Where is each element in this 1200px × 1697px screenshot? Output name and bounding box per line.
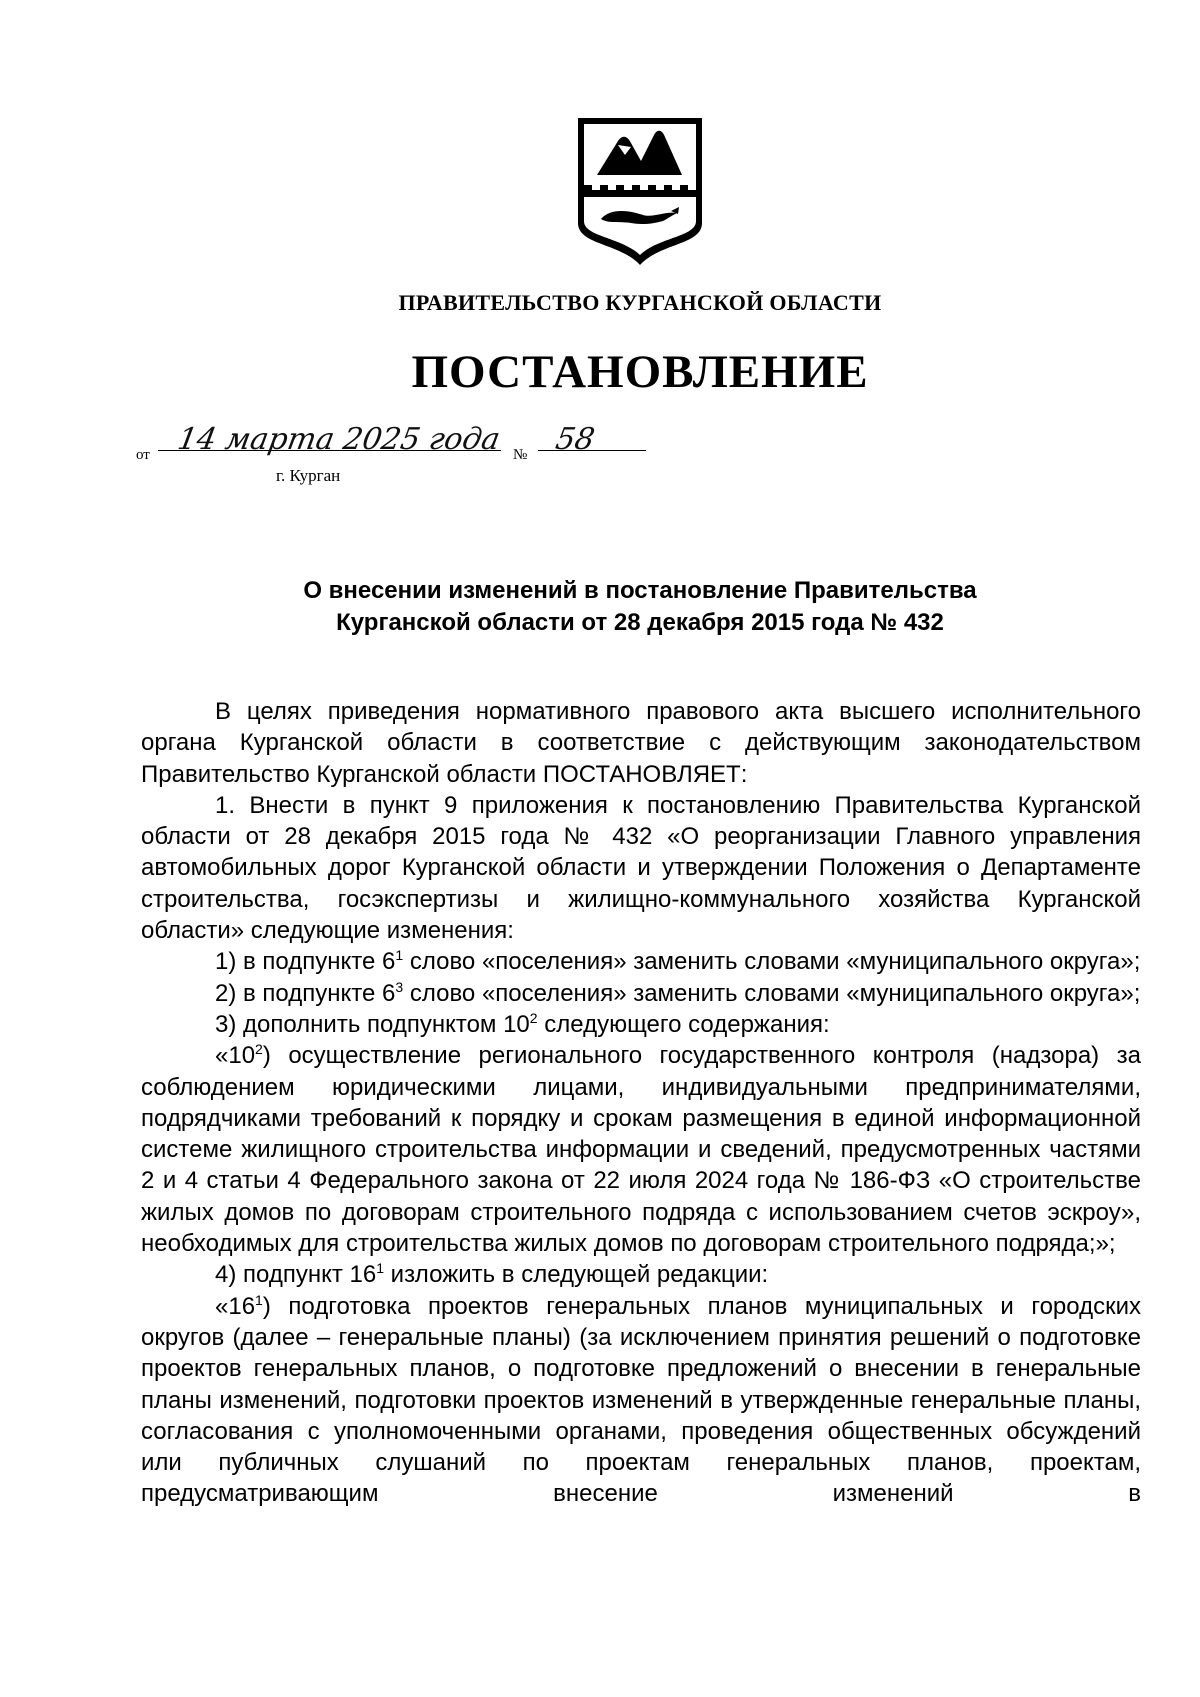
date-from-label: от [136, 447, 150, 463]
subitem-1-paragraph: 1) в подпункте $6^1$ слово «поселения» заменить словами «муниципального округа»; [215, 947, 1141, 976]
quoted-subitem-10-2: «$10^2$) осуществление регионального государственного контроля (надзора) за соблюдением юридическими лицами, индивидуальными предпринимателями, подрядчиками требований к порядку и срокам размещения в единой информационной системе жилищного строительства информации и сведений, предусмотренных частями 2 и 4 статьи 4 Федерального закона от 22 июля 2024 года № 186-ФЗ «О строительстве жилых домов по договорам строительного подряда с использованием счетов эскроу», необходимых для строительства жилых домов по договорам строительного подряда;»; [141, 1041, 1141, 1258]
handwritten-date: 14 марта 2025 года [174, 422, 503, 457]
government-name: ПРАВИТЕЛЬСТВО КУРГАНСКОЙ ОБЛАСТИ [398, 290, 882, 315]
subject-line-2: Курганской области от 28 декабря 2015 года № 432 [336, 609, 944, 636]
subitem-2-paragraph: 2) в подпункте $6^3$ слово «поселения» заменить словами «муниципального округа»; [215, 978, 1141, 1007]
coat-of-arms-emblem [575, 115, 705, 267]
handwritten-number: 58 [552, 422, 598, 457]
subitem-3-paragraph: 3) дополнить подпунктом $10^2$ следующего содержания: [215, 1009, 830, 1038]
document-type-title: ПОСТАНОВЛЕНИЕ [411, 346, 869, 398]
subject-line-1: О внесении изменений в постановление Правительства [303, 577, 977, 604]
quoted-subitem-16-1: «$16^1$) подготовка проектов генеральных планов муниципальных и городских округов (далее – генеральные планы) (за исключением принятия решений о подготовке проектов генеральных планов, о подготовке предложений о внесении в генеральные планы изменений, подготовки проектов изменений в утвержденные генеральные планы, согласования с уполномоченными органами, проведения общественных обсуждений или публичных слушаний по проектам генеральных планов, проектам, предусматривающим внесение изменений в [141, 1291, 1141, 1508]
document-subject [0, 575, 1200, 639]
subitem-4-paragraph: 4) подпункт $16^1$ изложить в следующей редакции: [215, 1260, 769, 1289]
date-number-line [136, 422, 656, 488]
preamble-paragraph: В целях приведения нормативного правового акта высшего исполнительного органа Курганской области в соответствие с действующим законодательством Правительство Курганской области ПОСТАНОВЛЯЕТ: [141, 698, 1141, 788]
number-label: № [513, 447, 528, 463]
document-body [141, 696, 1141, 1510]
city-label: г. Курган [276, 466, 341, 485]
item-1-paragraph: 1. Внести в пункт 9 приложения к постановлению Правительства Курганской области от 28 декабря 2015 года № 432 «О реорганизации Главного управления автомобильных дорог Курганской области и утверждении Положения о Департаменте строительства, госэкспертизы и жилищно-коммунального хозяйства Курганской области» следующие изменения: [141, 791, 1141, 945]
